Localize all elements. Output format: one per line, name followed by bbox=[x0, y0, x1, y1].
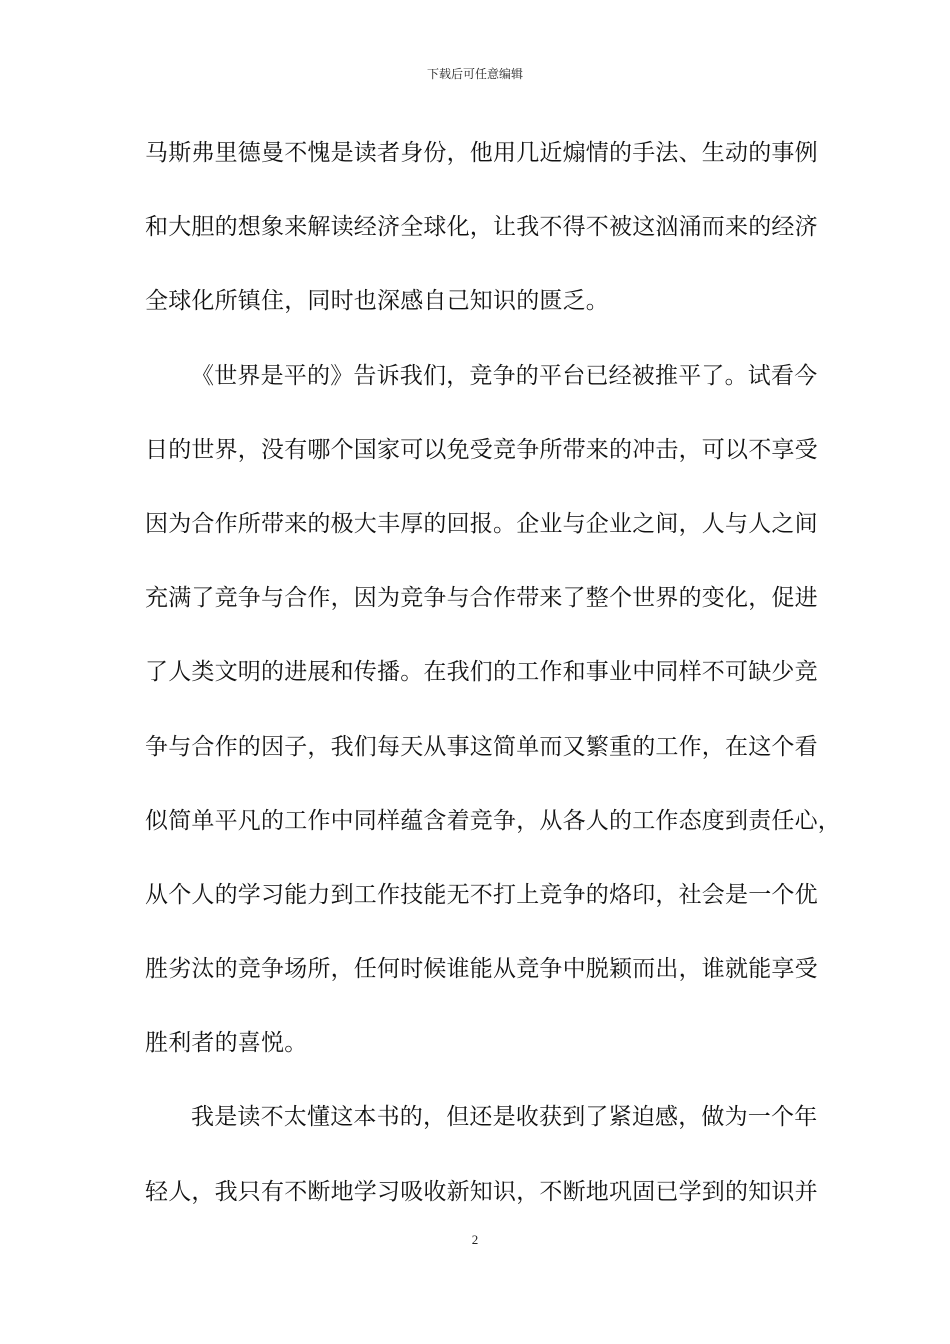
text-line: 似简单平凡的工作中同样蕴含着竞争，从各人的工作态度到责任心， bbox=[145, 807, 841, 834]
text-line: 和大胆的想象来解读经济全球化，让我不得不被这汹涌而来的经济 bbox=[145, 214, 818, 241]
text-line: 轻人，我只有不断地学习吸收新知识，不断地巩固已学到的知识并 bbox=[145, 1178, 818, 1205]
paragraph-first-line: 《世界是平的》告诉我们，竞争的平台已经被推平了。试看今 bbox=[191, 362, 818, 389]
text-line: 日的世界，没有哪个国家可以免受竞争所带来的冲击，可以不享受 bbox=[145, 436, 818, 463]
text-line: 充满了竞争与合作，因为竞争与合作带来了整个世界的变化，促进 bbox=[145, 585, 818, 612]
text-line: 胜劣汰的竞争场所，任何时候谁能从竞争中脱颖而出，谁就能享受 bbox=[145, 956, 818, 983]
text-line: 全球化所镇住，同时也深感自己知识的匮乏。 bbox=[145, 288, 609, 315]
paragraph-first-line: 我是读不太懂这本书的，但还是收获到了紧迫感，做为一个年 bbox=[191, 1104, 818, 1131]
text-line: 从个人的学习能力到工作技能无不打上竞争的烙印，社会是一个优 bbox=[145, 881, 818, 908]
text-line: 争与合作的因子，我们每天从事这简单而又繁重的工作，在这个看 bbox=[145, 733, 818, 760]
text-line: 了人类文明的进展和传播。在我们的工作和事业中同样不可缺少竞 bbox=[145, 659, 818, 686]
text-line: 胜利者的喜悦。 bbox=[145, 1030, 308, 1057]
text-line: 马斯弗里德曼不愧是读者身份，他用几近煽情的手法、生动的事例 bbox=[145, 140, 818, 166]
document-body bbox=[145, 131, 841, 1244]
text-line: 因为合作所带来的极大丰厚的回报。企业与企业之间，人与人之间 bbox=[145, 510, 818, 537]
page-header: 下载后可任意编辑 bbox=[426, 67, 523, 81]
page-number: 2 bbox=[471, 1232, 479, 1247]
